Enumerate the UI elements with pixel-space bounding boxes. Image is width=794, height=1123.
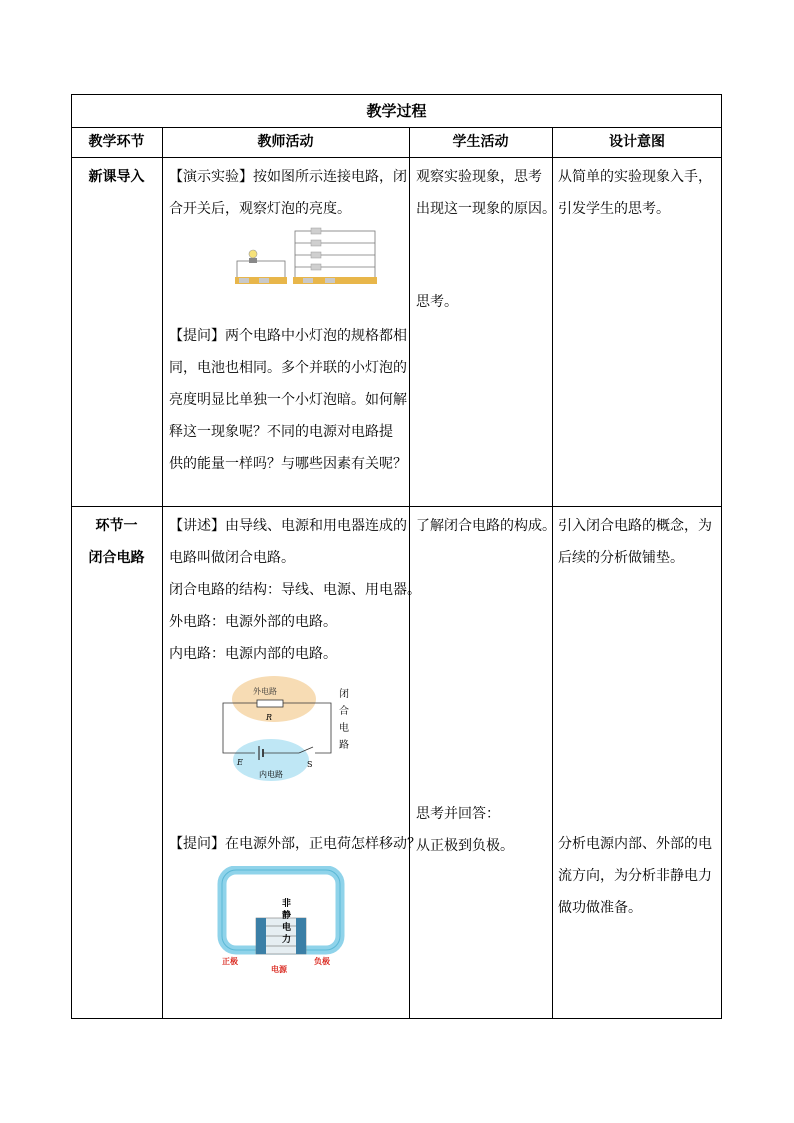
intent-line: 后续的分析做铺垫。 <box>558 550 684 566</box>
negative-label: 负极 <box>314 956 330 966</box>
positive-plate <box>256 918 266 954</box>
intent-line: 从简单的实验现象入手， <box>558 169 712 185</box>
force-label-2: 静 <box>282 911 292 921</box>
student-cell <box>416 510 556 542</box>
negative-plate <box>296 918 306 954</box>
teacher-line: 合开关后，观察灯泡的亮度。 <box>169 201 351 217</box>
teacher-line: 亮度明显比单独一个小灯泡暗。如何解 <box>169 392 407 408</box>
teacher-line: 【提问】两个电路中小灯泡的规格都相 <box>169 328 407 344</box>
force-label-1: 非 <box>282 899 292 909</box>
stage-text: 新课导入 <box>88 169 145 185</box>
intent-cell <box>558 510 722 574</box>
outer-circuit-region <box>232 676 316 722</box>
intent-line: 分析电源内部、外部的电 <box>558 836 712 852</box>
student-cell <box>416 798 552 862</box>
source-label: 电源 <box>271 964 287 974</box>
header-teacher: 教师活动 <box>257 134 314 150</box>
nonelectrostatic-force-diagram <box>216 866 346 974</box>
table-border-bottom <box>71 1018 722 1019</box>
header-student: 学生活动 <box>452 134 509 150</box>
intent-line: 引发学生的思考。 <box>558 201 670 217</box>
intent-cell <box>558 161 722 225</box>
teacher-line: 【讲述】由导线、电源和用电器连成的 <box>169 518 407 534</box>
col-divider-1 <box>162 127 163 1019</box>
intent-line: 引入闭合电路的概念，为 <box>558 518 712 534</box>
resistor-label: R <box>266 713 273 722</box>
col-divider-3 <box>552 127 553 1019</box>
student-line: 了解闭合电路的构成。 <box>416 518 556 534</box>
teacher-cell <box>169 510 421 670</box>
positive-label: 正极 <box>222 956 238 966</box>
student-line: 思考并回答： <box>416 806 500 822</box>
side-label-1: 闭 <box>339 689 349 700</box>
teacher-line: 内电路：电源内部的电路。 <box>169 646 337 662</box>
teacher-question-cell <box>169 828 421 860</box>
student-line: 思考。 <box>416 294 458 310</box>
teacher-line: 【演示实验】按如图所示连接电路，闭 <box>169 169 407 185</box>
row-divider <box>71 506 722 507</box>
lesson-table <box>71 94 722 1019</box>
source-label: E <box>237 758 243 767</box>
side-label-2: 合 <box>339 706 349 717</box>
teacher-line: 闭合电路的结构：导线、电源、用电器。 <box>169 582 421 598</box>
teacher-line: 释这一现象呢？不同的电源对电路提 <box>169 424 393 440</box>
stage-cell <box>71 510 162 574</box>
inner-circuit-label: 内电路 <box>259 770 283 779</box>
stage-text: 闭合电路 <box>88 550 145 566</box>
header-stage: 教学环节 <box>88 134 145 150</box>
stage-text: 环节一 <box>95 518 138 534</box>
student-cell <box>416 286 552 318</box>
intent-line: 做功做准备。 <box>558 900 642 916</box>
force-label-4: 力 <box>282 935 292 945</box>
teacher-cell <box>169 161 409 225</box>
force-label-3: 电 <box>282 923 292 933</box>
teacher-line: 同，电池也相同。多个并联的小灯泡的 <box>169 360 407 376</box>
student-cell <box>416 161 556 225</box>
teacher-line: 供的能量一样吗？与哪些因素有关呢？ <box>169 456 407 472</box>
teacher-line: 外电路：电源外部的电路。 <box>169 614 337 630</box>
outer-circuit-label: 外电路 <box>253 687 277 696</box>
table-title: 教学过程 <box>366 102 427 120</box>
switch-label: S <box>307 760 313 769</box>
student-line: 出现这一现象的原因。 <box>416 201 556 217</box>
teacher-line: 【提问】在电源外部，正电荷怎样移动？ <box>169 836 421 852</box>
intent-line: 流方向，为分析非静电力 <box>558 868 712 884</box>
closed-circuit-diagram <box>219 674 369 784</box>
side-label-4: 路 <box>339 740 349 751</box>
experiment-photo <box>231 227 381 291</box>
header-intent: 设计意图 <box>609 134 665 150</box>
resistor-symbol <box>257 700 283 707</box>
col-divider-2 <box>409 127 410 1019</box>
teacher-line: 电路叫做闭合电路。 <box>169 550 295 566</box>
header-divider <box>71 157 722 158</box>
intent-cell <box>558 828 722 924</box>
stage-cell <box>71 161 162 193</box>
teacher-question-cell <box>169 320 409 480</box>
student-line: 从正极到负极。 <box>416 838 514 854</box>
side-label-3: 电 <box>339 723 349 734</box>
student-line: 观察实验现象，思考 <box>416 169 542 185</box>
